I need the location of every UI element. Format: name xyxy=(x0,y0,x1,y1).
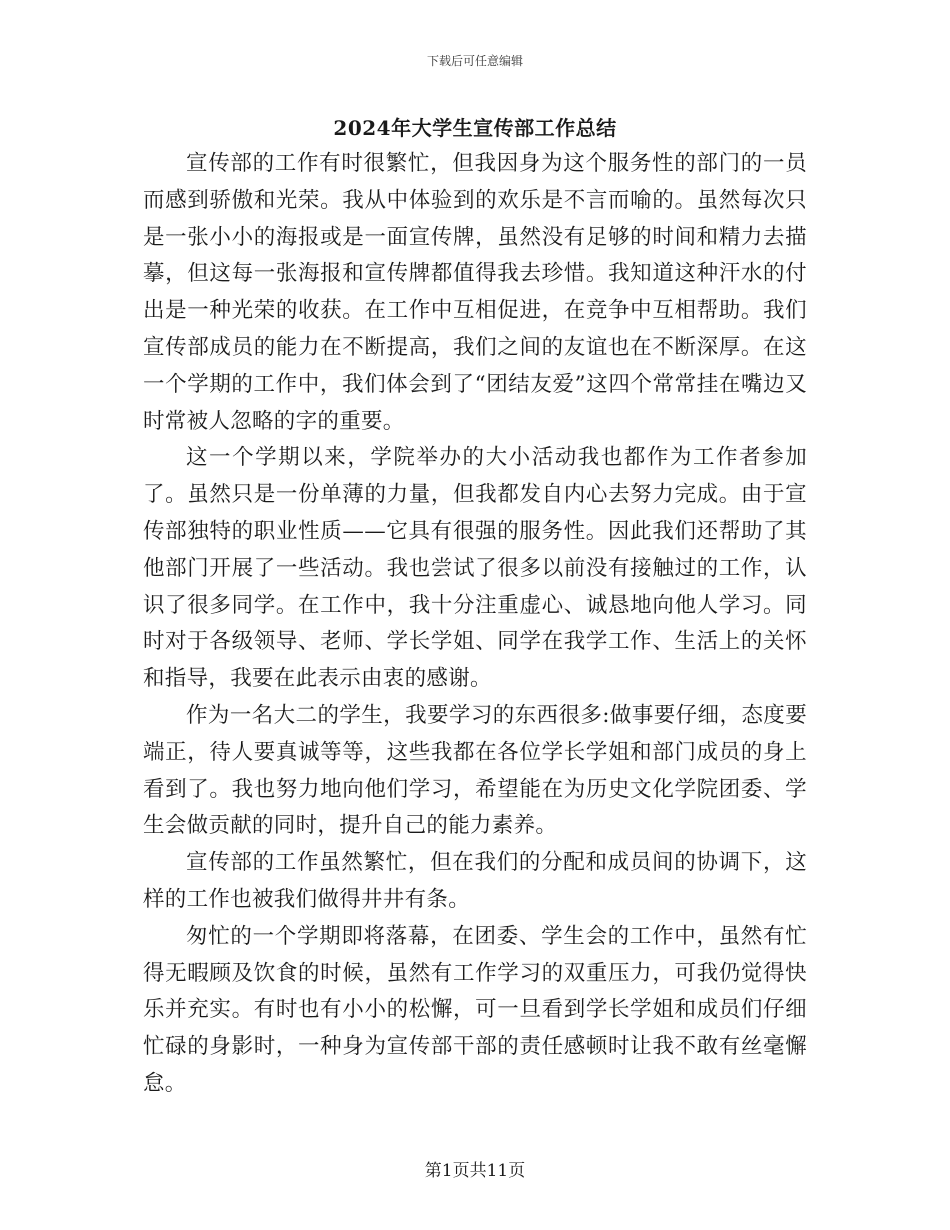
paragraph-5: 匆忙的一个学期即将落幕，在团委、学生会的工作中，虽然有忙得无暇顾及饮食的时候，虽然有工作学习的双重压力，可我仍觉得快乐并充实。有时也有小小的松懈，可一旦看到学长学姐和成员们仔细忙碌的身影时，一种身为宣传部干部的责任感顿时让我不敢有丝毫懈怠。 xyxy=(143,923,807,1096)
paragraph-4: 宣传部的工作虽然繁忙，但在我们的分配和成员间的协调下，这样的工作也被我们做得井井有条。 xyxy=(143,850,807,912)
paragraph-2: 这一个学期以来，学院举办的大小活动我也都作为工作者参加了。虽然只是一份单薄的力量，但我都发自内心去努力完成。由于宣传部独特的职业性质——它具有很强的服务性。因此我们还帮助了其他部门开展了一些活动。我也尝试了很多以前没有接触过的工作，认识了很多同学。在工作中，我十分注重虚心、诚恳地向他人学习。同时对于各级领导、老师、学长学姐、同学在我学工作、生活上的关怀和指导，我要在此表示由衷的感谢。 xyxy=(143,445,807,692)
paragraph-3: 作为一名大二的学生，我要学习的东西很多:做事要仔细，态度要端正，待人要真诚等等，这些我都在各位学长学姐和部门成员的身上看到了。我也努力地向他们学习，希望能在为历史文化学院团委、学生会做贡献的同时，提升自己的能力素养。 xyxy=(143,702,807,839)
paragraph-1: 宣传部的工作有时很繁忙，但我因身为这个服务性的部门的一员而感到骄傲和光荣。我从中体验到的欢乐是不言而喻的。虽然每次只是一张小小的海报或是一面宣传牌，虽然没有足够的时间和精力去描摹，但这每一张海报和宣传牌都值得我去珍惜。我知道这种汗水的付出是一种光荣的收获。在工作中互相促进，在竞争中互相帮助。我们宣传部成员的能力在不断提高，我们之间的友谊也在不断深厚。在这一个学期的工作中，我们体会到了“团结友爱”这四个常常挂在嘴边又时常被人忽略的字的重要。 xyxy=(143,151,807,434)
header-note: 下载后可任意编辑 xyxy=(426,54,523,68)
page-footer: 第1页共11页 xyxy=(424,1161,526,1181)
document-body xyxy=(143,146,807,1103)
document-title: 2024年大学生宣传部工作总结 xyxy=(333,116,617,140)
